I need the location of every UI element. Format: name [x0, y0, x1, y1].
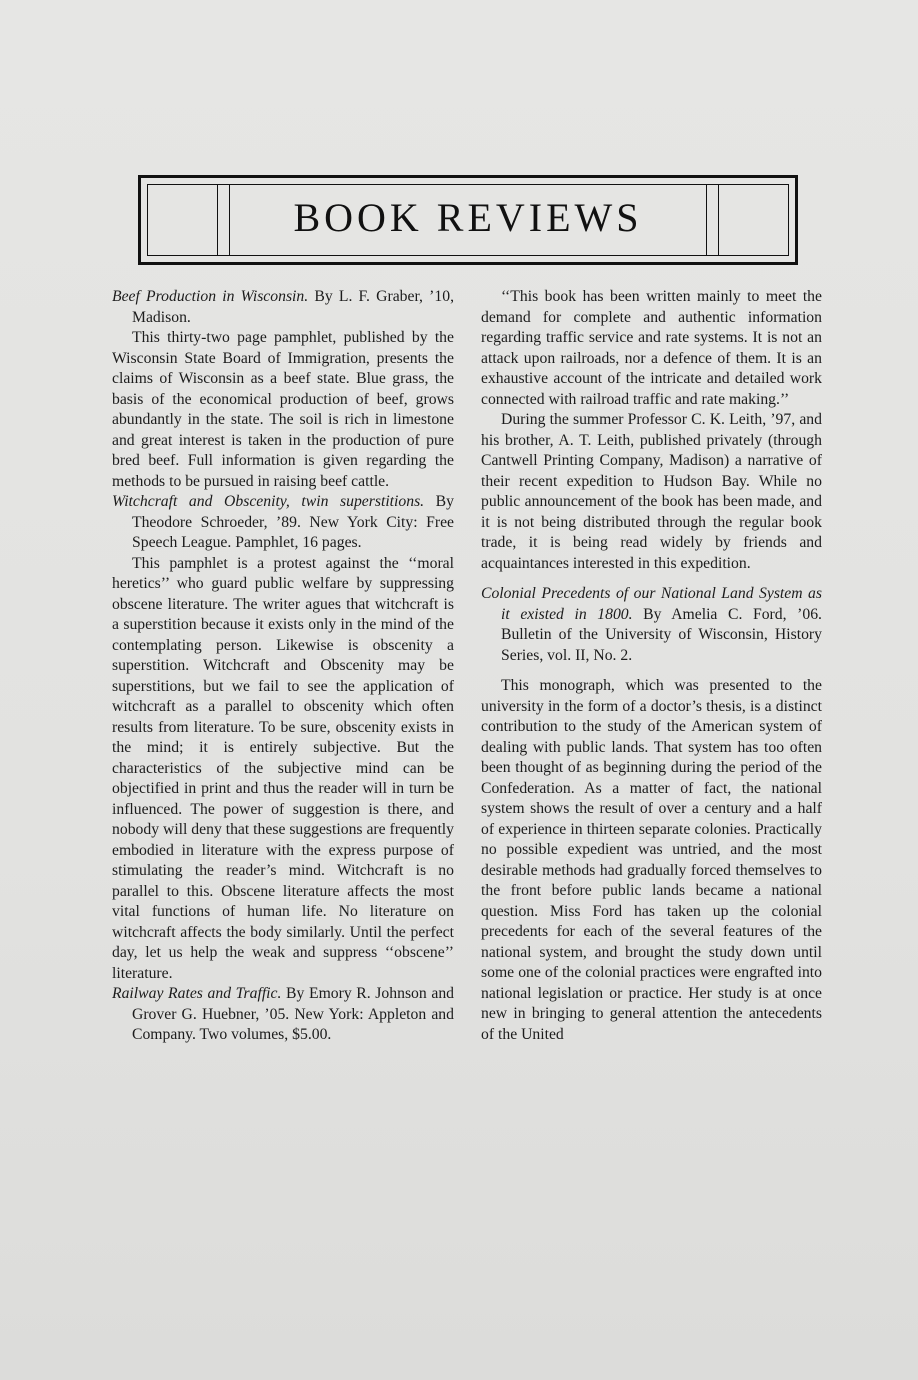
review-title: Colonial Precedents of our National Land System as it existed in 1800. — [481, 585, 822, 623]
review-title: Railway Rates and Traffic. — [112, 985, 282, 1002]
review-byline: By Theodore Schroeder, ’89. New York City: Free Speech League. Pamphlet, 16 pages. — [132, 493, 454, 551]
review-title: Witchcraft and Obscenity, twin superstitions. — [112, 493, 425, 510]
review-heading — [112, 984, 454, 1046]
left-column — [112, 287, 454, 1046]
header-left-rule — [229, 184, 230, 256]
review-heading — [112, 492, 454, 554]
review-body: This thirty-two page pamphlet, published by the Wisconsin State Board of Immigration, presents the claims of Wisconsin as a beef state. Blue grass, the basis of the economical production of beef, grows abundantly in the state. The soil is rich in limestone and great interest is taken in the production of pure bred beef. Full information is given regarding the methods to be pursued in raising beef cattle. — [112, 329, 454, 490]
header-right-rule — [718, 184, 719, 256]
review-body: This monograph, which was presented to the university in the form of a doctor’s thesis, is a distinct contribution to the study of the American system of dealing with public lands. That system has too often been thought of as beginning during the period of the Confederation. As a matter of fact, the national system shows the result of over a century and a half of experience in thirteen separate colonies. Practically no possible expedient was untried, and the most desirable methods had gradually forced themselves to the front before public lands became a national question. Miss Ford has taken up the colonial precedents for each of the several features of the national system, and brought the study down until some one of the colonial practices were engrafted into national legislation or practice. Her study is at once new in bringing to general attention the antecedents of the United — [481, 677, 822, 1043]
review-byline: By Amelia C. Ford, ’06. Bulletin of the University of Wisconsin, History Series, vol. II, No. 2. — [501, 605, 822, 664]
header-left-rule — [217, 184, 218, 256]
review-byline: By Emory R. Johnson and Grover G. Huebner, ’05. New York: Appleton and Company. Two volumes, $5.00. — [132, 985, 455, 1043]
review-byline: By L. F. Graber, ’10, Madison. — [132, 288, 454, 326]
review-body: During the summer Professor C. K. Leith, ’97, and his brother, A. T. Leith, published privately (through Cantwell Printing Company, Madison) a narrative of their recent expedition to Hudson Bay. While no public announcement of the book has been made, and it is not being distributed through the regular book trade, it is being read widely by friends and acquaintances interested in this expedition. — [481, 411, 822, 572]
review-body: This pamphlet is a protest against the ‘‘moral heretics’’ who guard public welfare by suppressing obscene literature. The writer agues that witchcraft is a superstition because it exists only in the mind of the contemplating person. Likewise is obscenity a superstition. Witchcraft and Obscenity may be superstitions, but we fail to see the application of witchcraft as a parallel to obscenity which often results from literature. To be sure, obscenity exists in the mind; it is entirely subjective. But the characteristics of the subjective mind can be objectified in print and thus the reader will in turn be influenced. The power of suggestion is there, and nobody will deny that these suggestions are frequently embodied in literature with the express purpose of stimulating the reader’s mind. Witchcraft is no parallel to this. Obscene literature affects the most vital functions of human life. No literature on witchcraft affects the body similarly. Until the perfect day, let us help the weak and suppress ‘‘obscene’’ literature. — [112, 554, 454, 982]
header-right-rule — [706, 184, 707, 256]
spacer — [481, 666, 822, 676]
page-title: BOOK REVIEWS — [293, 195, 643, 240]
right-column — [481, 287, 822, 1045]
review-title: Beef Production in Wisconsin. — [112, 288, 309, 305]
review-heading — [112, 287, 454, 328]
spacer — [481, 574, 822, 584]
review-quote: ‘‘This book has been written mainly to meet the demand for complete and authentic information regarding traffic service and rate systems. It is not an attack upon railroads, nor a defence of them. It is an exhaustive account of the intricate and detailed work connected with railroad traffic and rate making.’’ — [481, 288, 822, 408]
review-heading — [481, 584, 822, 666]
header-banner — [138, 175, 798, 265]
